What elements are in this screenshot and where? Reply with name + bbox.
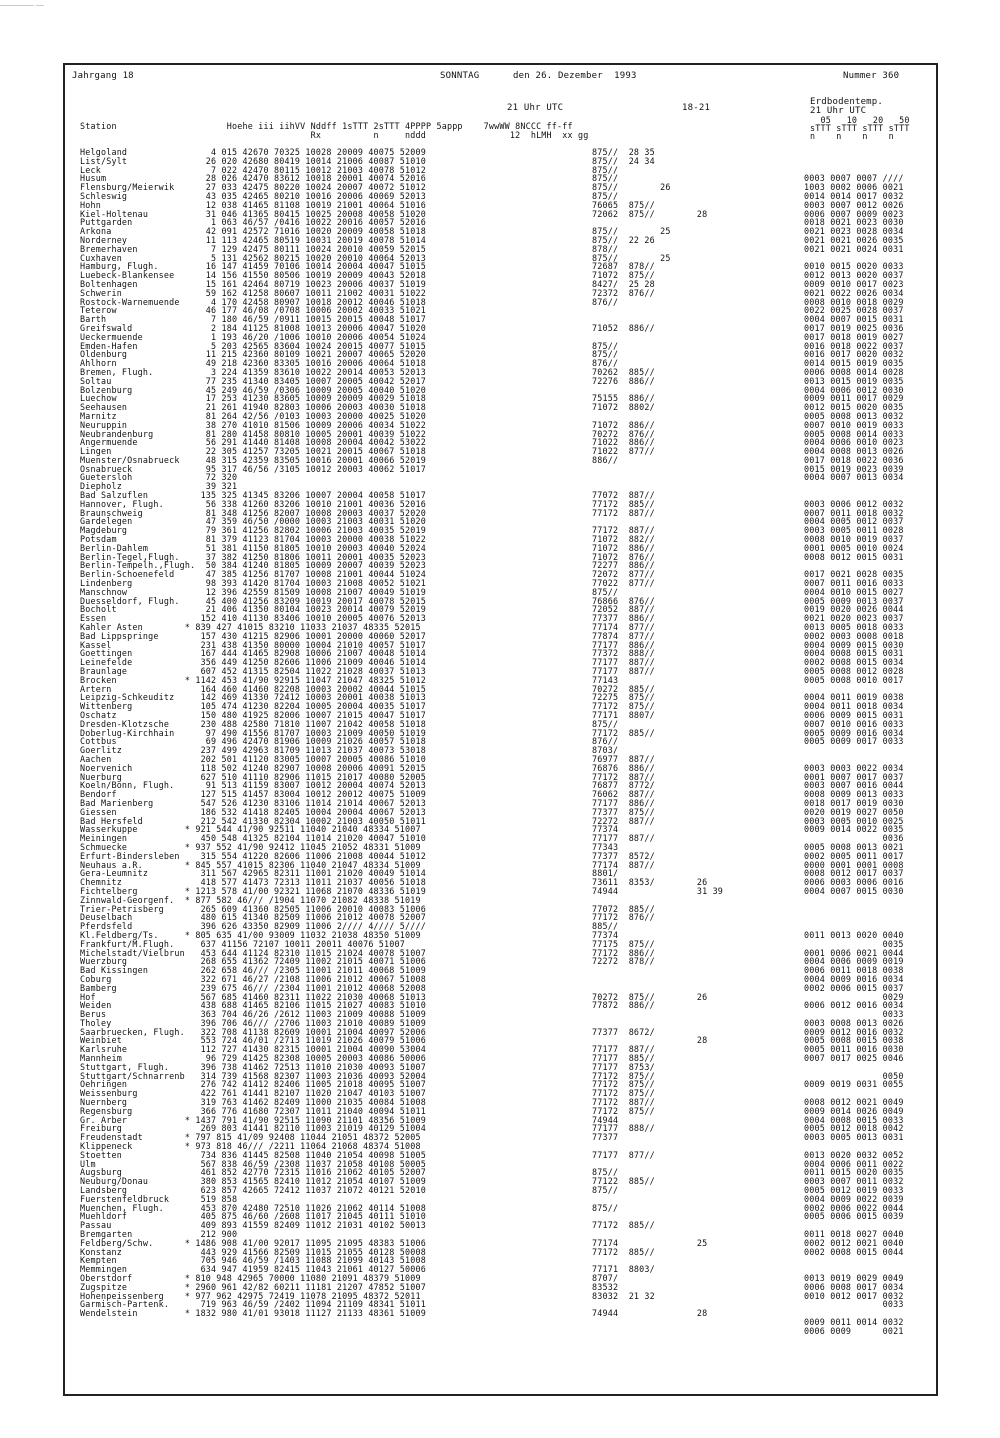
- station-row: Goerlitz 237 499 42963 81709 11013 21037 40073 53018: [80, 745, 426, 756]
- station-row: Oschatz 150 480 41925 82006 10007 21015 40047 51017: [80, 710, 426, 720]
- station-row: Wittenberg 105 474 41230 82204 10005 20004 40035 51017: [80, 701, 426, 712]
- issue-number: Nummer 360: [843, 71, 900, 81]
- soil-units: sTTT sTTT sTTT sTTT: [810, 123, 910, 133]
- station-row: Weissenburg 422 761 41441 82107 11020 21047 40103 51007: [80, 1088, 426, 1099]
- station-row: Bremerhaven 7 129 42475 80111 10024 20010 40059 52015: [80, 243, 426, 254]
- station-row: Neubrandenburg 81 280 41458 80810 10005 20001 40039 51022: [80, 428, 426, 439]
- station-row: Braunlage 607 452 41315 82504 11022 21028 40037 51013: [80, 666, 426, 677]
- station-row: Leck 7 022 42470 80115 10012 21003 40078 51012: [80, 164, 426, 175]
- station-row: Bremgarten 212 900: [80, 1229, 238, 1240]
- station-row: Dresden-Klotzsche 230 488 42580 71810 11007 21042 40058 51018: [80, 718, 426, 729]
- station-row: Barth 7 180 46/59 /0911 10015 20015 40048 51017: [80, 314, 426, 325]
- station-row: Manschnow 12 396 42559 81509 10008 21007 40049 51019: [80, 586, 426, 597]
- station-row: Soltau 77 235 41340 83405 10007 20005 40042 52017: [80, 375, 426, 386]
- station-row: Chemnitz 418 577 41473 72313 11011 21037 40056 51018: [80, 877, 426, 888]
- station-row: Coburg 322 671 46/27 /2108 11006 21012 40067 51008: [80, 973, 426, 984]
- station-row: Gera-Leumnitz 311 567 42965 82311 11001 21020 40049 51014: [80, 868, 426, 879]
- scan-artifact: [0, 0, 60, 12]
- station-row: Neuburg/Donau 380 853 41565 82410 11012 21054 40107 51009: [80, 1176, 426, 1187]
- station-row: Augsburg 461 852 42770 72315 11016 21062 40105 52007: [80, 1167, 426, 1178]
- station-row: Berlin-Tegel,Flugh. 37 382 41250 81806 10011 20001 40035 52023: [80, 551, 426, 562]
- station-row: Arkona 42 091 42572 71016 10020 20009 40058 51018: [80, 226, 426, 237]
- station-row: Wasserkuppe * 921 544 41/90 92511 11040 21040 48334 51007: [80, 824, 421, 835]
- station-row: Stuttgart/Schnarrenb 314 739 41568 82307 11003 21036 40093 52004: [80, 1070, 426, 1081]
- station-row: Michelstadt/Vielbrun 453 644 41124 82310 11015 21024 40078 51007: [80, 947, 426, 958]
- station-row: Passau 409 893 41559 82409 11012 21031 40102 50013: [80, 1220, 426, 1231]
- station-row: Angermuende 56 291 41440 81408 10008 20004 40042 53022: [80, 437, 426, 448]
- station-row: Bad Lippspringe 157 430 41215 82906 10001 20000 40060 52017: [80, 630, 426, 641]
- station-row: Berlin-Tempelh.,Flugh. 50 384 41240 81805 10009 20007 40039 52023: [80, 560, 426, 571]
- station-row: Pferdsfeld 396 626 43350 82909 11006 2//// 4//// 5////: [80, 921, 426, 932]
- station-row: Fichtelberg * 1213 578 41/00 92321 11068 21070 48336 51019: [80, 885, 426, 896]
- soil-depths: 05 10 20 50: [810, 115, 910, 125]
- station-row: Hof 567 685 41460 82311 11022 21030 40068 51013: [80, 991, 426, 1002]
- station-row: Weiden 438 688 41465 82106 11015 21027 40083 51010: [80, 1000, 426, 1011]
- soil-flags: n n n n: [810, 131, 894, 141]
- station-row: Frankfurt/M.Flugh. 637 41156 72107 10011 20011 40076 51007: [80, 938, 406, 949]
- station-row: Kempten 705 946 46/59 /1403 11088 21099 40143 51008: [80, 1255, 426, 1266]
- station-row: Freudenstadt * 797 815 41/09 92408 11044 21051 48372 52005: [80, 1132, 421, 1143]
- station-row: Nuerburg 627 510 41110 82906 11015 21017 40080 52005: [80, 771, 426, 782]
- station-row: Schmuecke * 937 552 41/90 92412 11045 21052 48331 51009: [80, 841, 421, 852]
- station-row: Freiburg 269 803 41441 82110 11003 21019 40129 51004: [80, 1123, 426, 1134]
- station-row: Gr. Arber * 1437 791 41/90 92515 11090 21101 48356 51009: [80, 1114, 426, 1125]
- station-row: Stoetten 734 836 41445 82508 11040 21054 40098 51005: [80, 1149, 426, 1160]
- soil-temp-title: Erdbodentemp.: [810, 97, 884, 107]
- station-row: Boltenhagen 15 161 42464 80719 10023 20006 40037 51019: [80, 278, 426, 289]
- station-row: Husum 28 026 42470 83612 10018 20001 40074 52016: [80, 173, 426, 184]
- station-row: Luechow 17 253 41230 83605 10009 20009 40029 51018: [80, 393, 426, 404]
- station-row: Zugspitze * 2960 961 42/82 60211 11181 21207 47852 51007: [80, 1281, 426, 1292]
- station-row: Greifswald 2 184 41125 81008 10013 20006 40047 51020: [80, 322, 426, 333]
- station-row: Berus 363 704 46/26 /2612 11003 21009 40088 51009: [80, 1009, 426, 1020]
- station-row: Erfurt-Bindersleben 315 554 41220 82606 11006 21008 40044 51012: [80, 850, 426, 861]
- station-row: Konstanz 443 929 41566 82509 11015 21055 40128 50008: [80, 1246, 426, 1257]
- station-row: Ahlhorn 49 218 42360 83305 10016 20006 40064 51018: [80, 358, 426, 369]
- station-row: Klippeneck * 973 818 46/// /2211 11064 21068 48374 51008: [80, 1141, 421, 1152]
- utc-main: 21 Uhr UTC: [507, 103, 564, 113]
- station-row: Duesseldorf, Flugh. 45 400 41256 83209 10019 20017 40078 52015: [80, 595, 426, 606]
- station-row: Doberlug-Kirchhain 97 490 41556 81707 10003 21009 40050 51019: [80, 727, 426, 738]
- station-row: Deuselbach 480 615 41340 82509 11006 21012 40078 52007: [80, 912, 426, 923]
- station-row: Potsdam 81 379 41123 81704 10003 20000 40038 51022: [80, 534, 426, 545]
- station-row: Neuruppin 38 270 41010 81506 10009 20006 40034 51022: [80, 419, 426, 430]
- station-row: Schleswig 43 035 42465 80210 10016 20006 40069 52013: [80, 190, 426, 201]
- station-row: Luebeck-Blankensee 14 156 41550 80506 10019 20009 40043 52018: [80, 270, 426, 281]
- station-row: Bolzenburg 45 249 46/59 /0306 10009 20005 40040 51020: [80, 384, 426, 395]
- station-row: Ueckermuende 1 193 46/20 /1006 10010 20006 40054 51024: [80, 331, 426, 342]
- station-row: Diepholz 39 321: [80, 481, 238, 492]
- station-row: Meiningen 450 548 41325 82104 11014 21020 40047 51010: [80, 833, 426, 844]
- column-header-row2: Rx n nddd 12 hLMH xx gg: [80, 130, 589, 140]
- station-row: Wendelstein * 1832 980 41/01 93018 11127 21133 48361 51009: [80, 1308, 426, 1319]
- station-row: Muehldorf 405 875 46/60 /2608 11017 21045 40111 51010: [80, 1211, 426, 1222]
- station-row: Leinefelde 356 449 41250 82606 11006 21009 40046 51014: [80, 657, 426, 668]
- station-table: [80, 148, 426, 1318]
- station-row: Norderney 11 113 42465 80519 10031 20019 40078 51014: [80, 234, 426, 245]
- station-row: Rostock-Warnemuende 4 170 42458 80907 10018 20012 40046 51018: [80, 296, 426, 307]
- station-row: Muenchen, Flugh. 453 870 42480 72510 11026 21062 40114 51008: [80, 1202, 426, 1213]
- station-row: Oberstdorf * 810 948 42965 70000 11080 21091 48379 51009: [80, 1273, 421, 1283]
- station-row: Goettingen 167 444 41465 82908 10006 21007 40048 51014: [80, 648, 426, 659]
- station-row: Helgoland 4 015 42670 70325 10028 20009 40075 52009: [80, 147, 426, 157]
- station-row: Magdeburg 79 361 41256 82802 10006 21003 40035 52019: [80, 525, 426, 536]
- station-row: Kahler Asten * 839 427 41015 83210 11033 21037 48335 52015: [80, 622, 421, 633]
- station-row: Aachen 202 501 41120 83005 10007 20005 40086 51010: [80, 753, 426, 764]
- station-row: Koeln/Bonn, Flugh. 91 513 41159 83007 10012 20004 40074 52013: [80, 780, 426, 791]
- station-row: Ulm 567 838 46/59 /2308 11037 21058 40108 50005: [80, 1158, 426, 1169]
- station-row: Oehringen 276 742 41412 82406 11005 21018 40095 51007: [80, 1079, 426, 1090]
- station-row: Marnitz 81 264 42/56 /0103 10003 20000 40025 51020: [80, 410, 426, 421]
- station-row: Bad Hersfeld 212 542 41330 82304 10002 21003 40050 51011: [80, 815, 426, 826]
- station-row: Fuerstenfeldbruck 519 858: [80, 1193, 238, 1204]
- station-row: Bocholt 21 406 41350 80104 10023 20014 40079 52019: [80, 604, 426, 615]
- weather-column: 875// 28 35 875// 24 34 875// 875// 875// 26 875// 76065 875// 72062 875// 28 875// 25 875// 22 26 878// 875// 25 72687 878// 71072 875// 8427/ 25 28 72372 876// 876// 71052 886// 875// 875// 876// 70262 885// 72276 886// 75155 886// 71072 8802/ 71072 886// 70272 876// 71022 886// 71022 877// 886// 77072 887// 77172 885// 77172 887// 77172 887// 71072 882// 71072 886// 71072 876// 72277 886// 72072 877// 77022 877// 875// 76866 876// 72052 887// 77377 886// 77174 877// 77874 877// 77177 886// 77372 888// 77177 887// 77177 887// 77143 70272 885// 72275 875// 77172 875// 77171 8807/ 875// 77172 885// 876// 8703/ 76977 887// 76876 886// 77172 887// 76877 8772/ 76062 887// 77177 886// 77377 875// 72272 887// 77374 77177 887// 77343 77377 8572/ 77174 887// 8801/ 73611 8353/ 26 74944 31 39 77072 885// 77172 876// 885// 77374 77175 875// 77172 886// 72272 878// 70272 875// 26 77872 886// 77377 8672/ 28 77177 887// 77177 885// 77177 8753/ 77172 875// 77172 875// 77172 875// 77172 887// 77172 875// 74944 77177 888// 77377 77177 877// 875// 77122 885// 875// 875// 77172 885// 77174 25 77172 885// 77171 8803/ 8707/ 83532 83032 21 32 74944 28: [592, 147, 724, 1319]
- station-row: Teterow 46 177 46/08 /0708 10006 20002 40033 51021: [80, 305, 426, 316]
- station-row: Bad Salzuflen 135 325 41345 83206 10007 20004 40058 51017: [80, 490, 426, 501]
- station-row: Lingen 22 305 41257 73205 10021 20015 40067 51018: [80, 446, 426, 457]
- station-row: Karlsruhe 112 727 41430 82315 10001 21004 40090 53004: [80, 1044, 426, 1055]
- station-row: Leipzig-Schkeuditz 142 469 41330 72412 10003 20001 40038 51013: [80, 692, 426, 703]
- station-row: Nuernberg 319 763 41462 82409 11000 21035 40084 51008: [80, 1097, 426, 1108]
- station-row: Braunschweig 81 348 41256 82007 10008 20003 40037 52020: [80, 507, 426, 518]
- station-row: Artern 164 460 41460 82208 10003 20002 40044 51015: [80, 683, 426, 694]
- station-row: Seehausen 21 261 41940 82803 10006 20003 40030 51018: [80, 402, 426, 413]
- station-row: Neuhaus a.R. * 845 557 41015 82306 11040 21047 48334 51009: [80, 859, 421, 870]
- station-row: Bremen, Flugh. 3 224 41359 83610 10022 20014 40053 52013: [80, 366, 426, 377]
- station-row: Cottbus 69 496 42470 81906 10009 21026 40057 51018: [80, 736, 426, 747]
- station-row: Cuxhaven 5 131 42562 80215 10020 20010 40064 52013: [80, 252, 426, 263]
- station-row: Essen 152 410 41130 83406 10010 20005 40076 52013: [80, 613, 426, 624]
- station-row: Memmingen 634 947 41959 82415 11043 21061 40127 50006: [80, 1264, 426, 1275]
- station-row: Saarbruecken, Flugh. 322 708 41138 82609 10001 21004 40097 52006: [80, 1026, 426, 1037]
- utc-range: 18-21: [682, 103, 711, 113]
- station-row: Hohn 12 038 41465 81108 10019 21001 40064 51016: [80, 199, 426, 210]
- station-row: Kassel 231 438 41350 80000 10004 21010 40057 51017: [80, 639, 426, 650]
- station-row: Weinbiet 553 724 46/01 /2713 11019 21026 40079 51006: [80, 1035, 426, 1046]
- station-row: Zinnwald-Georgenf. * 877 582 46/// /1904 11070 21082 48338 51019: [80, 894, 421, 905]
- station-row: Bendorf 127 515 41457 83004 10012 20012 40075 51009: [80, 789, 426, 800]
- station-row: Garmisch-Partenk. 719 963 46/59 /2402 11094 21109 48341 51011: [80, 1299, 426, 1310]
- station-row: Wuerzburg 268 655 41362 72409 11002 21015 40071 51006: [80, 956, 426, 967]
- station-row: Mannheim 96 729 41425 82308 10005 20003 40086 50006: [80, 1053, 426, 1064]
- station-row: Landsberg 623 857 42665 72412 11037 21072 40121 52010: [80, 1185, 426, 1196]
- station-row: Berlin-Schoenefeld 47 385 41256 81707 10008 21001 40044 51024: [80, 569, 426, 580]
- station-row: Noervenich 118 502 41240 82907 10008 20006 40091 52015: [80, 762, 426, 773]
- station-row: Tholey 396 706 46/// /2706 11003 21010 40089 51009: [80, 1017, 426, 1028]
- station-row: Puttgarden 1 063 46/57 /0416 10022 20016 40057 52016: [80, 217, 426, 228]
- station-row: Hannover, Flugh. 56 338 41260 83206 10010 21001 40036 52016: [80, 498, 426, 509]
- station-row: Schwerin 59 162 41258 80607 10011 21002 40031 51022: [80, 287, 426, 298]
- station-row: Bamberg 239 675 46/// /2304 11001 21012 40068 52008: [80, 982, 426, 993]
- station-row: List/Sylt 26 020 42680 80419 10014 21006 40087 51010: [80, 155, 426, 166]
- soil-temperature-column: 0003 0007 0007 //// 1003 0002 0006 0021 0014 0014 0017 0032 0003 0007 0012 0026 0006 0007 0009 0023 0018 0021 0023 0030 0021 0023 0028 0034 0021 0021 0026 0035 0021 0021 0024 0031 0010 0015 0020 0033 0012 0013 0020 0037 0009 0010 0017 0023 0021 0022 0026 0034 0008 0010 0018 0029 0022 0025 0028 0037 0004 0007 0015 0031 0017 0019 0025 0036 0017 0018 0019 0027 0016 0018 0022 0037 0016 0017 0020 0032 0014 0015 0019 0035 0006 0008 0014 0028 0013 0015 0019 0035 0004 0006 0012 0030 0009 0011 0017 0029 0012 0015 0020 0035 0005 0008 0013 0032 0007 0010 0019 0033 0005 0008 0014 0033 0004 0006 0010 0023 0004 0008 0013 0026 0017 0018 0022 0036 0015 0019 0023 0039 0004 0007 0013 0034 0003 0006 0012 0032 0007 0011 0018 0032 0004 0005 0012 0037 0003 0005 0011 0028 0008 0010 0019 0037 0001 0005 0010 0024 0008 0012 0015 0031 0017 0021 0028 0035 0007 0011 0016 0033 0004 0010 0015 0027 0005 0009 0013 0037 0019 0020 0026 0044 0021 0020 0023 0037 0013 0005 0018 0033 0002 0003 0008 0018 0004 0009 0015 0030 0004 0008 0015 0031 0002 0008 0015 0034 0005 0008 0012 0028 0005 0008 0010 0017 0004 0011 0019 0038 0004 0011 0018 0034 0006 0009 0015 0031 0007 0010 0016 0033 0005 0009 0016 0034 0005 0009 0017 0033 0003 0003 0022 0034 0001 0007 0017 0037 0003 0007 0016 0044 0008 0009 0013 0033 0018 0017 0019 0030 0020 0019 0027 0050 0003 0005 0010 0025 0009 0014 0022 0035 0036 0005 0008 0013 0021 0002 0005 0011 0017 0000 0001 0001 0008 0008 0012 0017 0037 0006 0003 0006 0016 0004 0007 0015 0030 0011 0013 0020 0040 0035 0001 0006 0021 0044 0004 0006 0009 0019 0006 0011 0018 0038 0004 0009 0016 0034 0002 0006 0015 0037 0029 0006 0012 0016 0034 0033 0003 0008 0013 0026 0009 0012 0016 0032 0005 0008 0015 0038 0005 0011 0016 0030 0007 0017 0025 0046 0050 0009 0019 0031 0055 0008 0012 0021 0049 0009 0014 0026 0049 0004 0008 0015 0033 0005 0012 0018 0042 0003 0005 0013 0031 0013 0020 0032 0052 0004 0006 0011 0022 0011 0015 0020 0035 0003 0007 0011 0032 0005 0012 0019 0033 0004 0009 0022 0039 0002 0006 0022 0044 0005 0006 0015 0039 0011 0018 0027 0040 0002 0012 0021 0040 0002 0008 0015 0044 0013 0019 0029 0049 0006 0008 0017 0034 0010 0012 0017 0032 0033 0009 0011 0014 0032 0006 0009 0021: [804, 173, 904, 1336]
- station-row: Regensburg 366 776 41680 72307 11011 21040 40094 51011: [80, 1105, 426, 1116]
- station-row: Flensburg/Meierwik 27 033 42475 80220 10024 20007 40072 51012: [80, 182, 426, 193]
- station-row: Hamburg, Flugh. 16 147 41459 70106 10014 20004 40047 51015: [80, 261, 426, 272]
- soil-utc: 21 Uhr UTC: [810, 106, 867, 116]
- station-row: Kl.Feldberg/Ts. * 805 635 41/00 93009 11032 21038 48350 51009: [80, 929, 421, 940]
- station-row: Stuttgart, Flugh. 396 738 41462 72513 11010 21030 40093 51007: [80, 1061, 426, 1072]
- date: den 26. Dezember 1993: [513, 71, 637, 81]
- station-row: Guetersloh 72 320: [80, 472, 238, 483]
- station-row: Emden-Hafen 5 203 42565 83604 10024 20015 40077 51015: [80, 340, 426, 351]
- station-row: Kiel-Holtenau 31 046 41365 80415 10025 20008 40058 51020: [80, 208, 426, 219]
- station-row: Giessen 186 532 41418 82405 10004 20004 40067 52013: [80, 806, 426, 817]
- station-row: Lindenberg 98 393 41420 81704 10003 21008 40052 51021: [80, 578, 426, 589]
- station-row: Gardelegen 47 359 46/50 /0000 10003 21003 40031 51020: [80, 516, 426, 527]
- column-header-row1: Station Hoehe iii iihVV Nddff 1sTTT 2sTTT 4PPPP 5appp 7wwWW 8NCCC ff-ff: [80, 121, 573, 131]
- station-row: Osnabrueck 95 317 46/56 /3105 10012 20003 40062 51017: [80, 463, 426, 474]
- station-row: Feldberg/Schw. * 1486 908 41/00 92017 11095 21095 48383 51006: [80, 1237, 426, 1248]
- jahrgang: Jahrgang 18: [72, 71, 134, 81]
- station-row: Muenster/Osnabrueck 48 315 42359 83505 10016 20001 40066 52019: [80, 454, 426, 465]
- station-row: Hohenpeissenberg * 977 962 42975 72419 11078 21095 48372 52011: [80, 1290, 421, 1301]
- station-row: Berlin-Dahlem 51 381 41150 81805 10010 20003 40040 52024: [80, 542, 426, 553]
- station-row: Brocken * 1142 453 41/90 92915 11047 21047 48325 51012: [80, 674, 426, 685]
- station-row: Oldenburg 11 215 42360 80109 10021 20007 40065 52020: [80, 349, 426, 360]
- day: SONNTAG: [440, 71, 480, 81]
- station-row: Trier-Petrisberg 265 609 41360 82505 11006 20010 40083 51006: [80, 903, 426, 914]
- station-row: Bad Marienberg 547 526 41230 83106 11014 21014 40067 52013: [80, 797, 426, 808]
- station-row: Bad Kissingen 262 658 46/// /2305 11001 21011 40068 51009: [80, 965, 426, 976]
